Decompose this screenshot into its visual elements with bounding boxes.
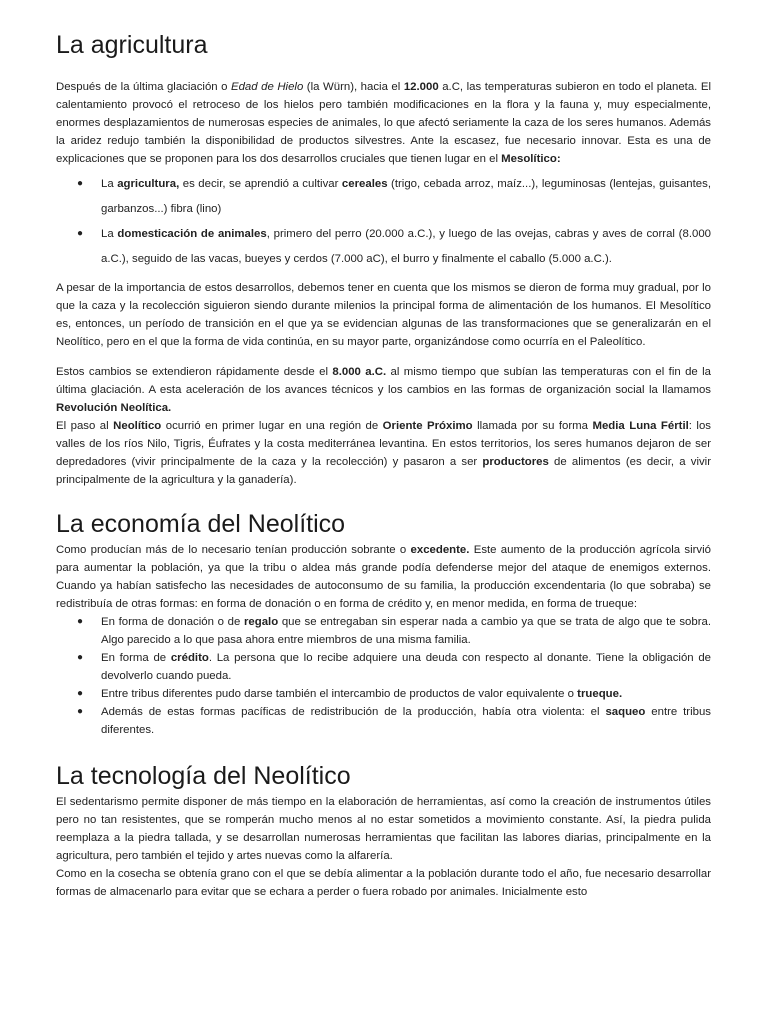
list-desarrollos: [56, 172, 711, 271]
paragraph-excedente: [56, 541, 711, 613]
bullet-icon: ●: [77, 178, 84, 189]
paragraph-agricultura-gradual: A pesar de la importancia de estos desarrollos, debemos tener en cuenta que los mismos se dieron de forma muy gradual, por lo que la caza y la recolección siguieron siendo durante milenios la principal forma de alimentación de los humanos. El Mesolítico es, entonces, un período de transición en el que ya se evidencian algunas de las transformaciones que se generalizarán en el Neolítico, pero en el que la forma de vida continúa, en su mayor parte, organizándose como ocurría en el Paleolítico.: [56, 282, 711, 348]
list-redistribucion: [56, 613, 711, 739]
section-agricultura: [56, 30, 711, 489]
text-italic: Edad de Hielo: [231, 81, 304, 93]
text-run: Estos cambios se extendieron rápidamente desde el: [56, 366, 333, 378]
bullet-icon: ●: [77, 706, 84, 717]
text-bold: trueque.: [577, 688, 623, 700]
list-item: [56, 703, 711, 739]
text-run: La: [101, 178, 118, 190]
text-bold: 8.000 a.C.: [332, 366, 387, 378]
text-bold: productores: [482, 456, 549, 468]
text-run: . La persona que lo recibe adquiere una deuda con respecto al donante. Tiene la obligación de devolverlo cuando pueda.: [101, 652, 711, 682]
text-bold: excedente.: [410, 544, 470, 556]
text-bold: agricultura,: [117, 178, 180, 190]
text-bold: 12.000: [403, 81, 439, 93]
bullet-icon: ●: [77, 228, 84, 239]
text-run: al mismo tiempo que subían las temperaturas con el fin de la última glaciación. A esta aceleración de los avances técnicos y los cambios en las formas de organización social la llamamos: [56, 366, 711, 396]
text-run: Como producían más de lo necesario tenían producción sobrante o: [56, 544, 411, 556]
paragraph-almacenamiento: Como en la cosecha se obtenía grano con el que se debía alimentar a la población durante todo el año, fue necesario desarrollar formas de almacenarlo para evitar que se echara a perder o fuera robado por animales. Inicialmente esto: [56, 868, 711, 898]
text-run: que se entregaban sin esperar nada a cambio ya que se trata de algo que te sobra. Algo parecido a lo que pasa ahora entre miembros de una misma familia.: [101, 616, 711, 646]
text-run: a.C, las temperaturas subieron en todo el planeta. El calentamiento provocó el retroceso de los hielos pero también modificaciones en la flora y la fauna y, muy especialmente, enormes desplazamientos de numerosas especies de animales, lo que afectó seriamente la caza de los seres humanos. Además la aridez redujo también la disponibilidad de productos silvestres. Ante la escasez, fue necesario innovar. Esta es una de explicaciones que se proponen para los dos desarrollos cruciales que tienen lugar en el: [56, 81, 711, 165]
text-run: (la Würn), hacia el: [303, 81, 404, 93]
list-item: [56, 685, 711, 703]
text-run: : los valles de los ríos Nilo, Tigris, Éufrates y la costa mediterránea levantina. En estos territorios, los seres humanos dejaron de ser depredadores (vivir principalmente de la caza y la recolección) y pasaron a ser: [56, 420, 711, 468]
text-run: En forma de donación o de: [101, 616, 244, 628]
text-run: En forma de: [101, 652, 171, 664]
paragraph-sedentarismo: El sedentarismo permite disponer de más tiempo en la elaboración de herramientas, así como la creación de instrumentos útiles pero no tan resistentes, que se romperán mucho menos al no estar sometidos a movimiento constante. Así, la piedra pulida reemplaza a la piedra tallada, y se desarrollan numerosas herramientas que facilitan las labores diarias, principalmente en la agricultura, pero también el tejido y artes nuevas como la alfarería.: [56, 796, 711, 862]
bullet-icon: ●: [77, 652, 84, 663]
list-item: [56, 613, 711, 649]
text-run: es decir, se aprendió a cultivar: [179, 178, 342, 190]
text-bold: crédito: [170, 652, 209, 664]
text-run: de alimentos (es decir, a vivir principalmente de la agricultura y la ganadería).: [56, 456, 711, 486]
paragraph-agricultura-intro: [56, 78, 711, 168]
text-bold: regalo: [243, 616, 279, 628]
text-run: llamada por su forma: [472, 420, 593, 432]
list-item: [56, 222, 711, 271]
text-bold: cereales: [341, 178, 388, 190]
text-bold: Revolución Neolítica.: [56, 402, 172, 414]
list-item: [56, 649, 711, 685]
heading-tecnologia: La tecnología del Neolítico: [56, 762, 351, 790]
text-run: ocurrió en primer lugar en una región de: [161, 420, 383, 432]
text-run: (trigo, cebada arroz, maíz...), leguminosas (lentejas, guisantes, garbanzos...) fibra (lino): [101, 178, 712, 215]
heading-economia: La economía del Neolítico: [56, 510, 346, 538]
text-run: El paso al: [56, 420, 114, 432]
paragraph-revolucion: [56, 363, 711, 417]
text-run: La: [101, 228, 118, 240]
text-run: Después de la última glaciación o: [56, 81, 231, 93]
text-bold: domesticación de animales: [117, 228, 267, 240]
text-run: entre tribus diferentes.: [101, 706, 711, 736]
bullet-icon: ●: [77, 616, 84, 627]
bullet-icon: ●: [77, 688, 84, 699]
text-run: Además de estas formas pacíficas de redistribución de la producción, había otra violenta: el: [101, 706, 606, 718]
list-item: [56, 172, 711, 221]
text-bold: saqueo: [605, 706, 646, 718]
text-bold: Mesolítico:: [501, 153, 561, 165]
text-run: , primero del perro (20.000 a.C.), y luego de las ovejas, cabras y aves de corral (8.000 a.C.), seguido de las vacas, bueyes y cerdos (7.000 aC), el burro y finalmente el caballo (5.000 a.C.).: [101, 228, 711, 265]
text-run: Este aumento de la producción agrícola sirvió para aumentar la población, ya que la tribu o aldea más grande podía defenderse mejor del ataque de enemigos externos. Cuando ya habían satisfecho las necesidades de autoconsumo de su familia, la producción excendentaria (lo que sobraba) se redistribuía de otras formas: en forma de donación o en forma de crédito y, en menor medida, en forma de trueque:: [56, 544, 711, 610]
heading-agricultura: La agricultura: [56, 31, 208, 59]
paragraph-oriente-proximo: [56, 417, 711, 489]
text-run: Entre tribus diferentes pudo darse también el intercambio de productos de valor equivalente o: [101, 688, 578, 700]
text-bold: Neolítico: [113, 420, 162, 432]
section-tecnologia: [56, 761, 711, 901]
text-bold: Media Luna Fértil: [592, 420, 689, 432]
section-economia: [56, 509, 711, 739]
text-bold: Oriente Próximo: [382, 420, 473, 432]
